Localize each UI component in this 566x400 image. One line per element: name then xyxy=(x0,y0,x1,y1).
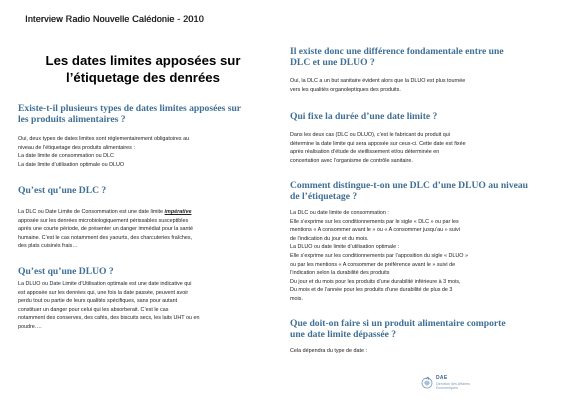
section-heading-dlc: Qu’est qu’une DLC ? xyxy=(18,185,107,196)
text-line: La DLUO ou date limite d’utilisation optimale : xyxy=(290,244,400,251)
text-line: des plats cuisinés frais… xyxy=(18,243,78,250)
heading-line: Il existe donc une différence fondamentale entre une xyxy=(290,46,504,57)
text-line: Oui, la DLC a un but sanitaire évident alors que la DLUO est plus tournée xyxy=(290,78,466,84)
text-line: La date limite d’utilisation optimale ou DLUO xyxy=(18,161,125,168)
paragraph-distinguish xyxy=(290,209,535,304)
text-line: Oui, deux types de dates limites sont réglementairement obligatoires au xyxy=(18,136,190,142)
paragraph-expired xyxy=(290,347,535,356)
section-heading-expired xyxy=(290,318,540,340)
text-line: notamment des conserves, des cafés, des biscuits secs, les laits UHT ou en xyxy=(18,315,200,322)
text-line: concertation avec l’organisme de contrôle sanitaire. xyxy=(290,157,413,164)
text-line: l’indication selon la durabilité des produits xyxy=(290,270,390,277)
text-line: poudre…. xyxy=(18,323,42,330)
heading-line: Existe-t-il plusieurs types de dates limites apposées sur xyxy=(18,103,242,114)
paragraph-dlc xyxy=(18,208,256,251)
section-heading-types xyxy=(18,103,258,125)
section-heading-dluo: Qu’est qu’une DLUO ? xyxy=(18,266,114,277)
text-line: mentions « A consommer avant le » ou « A consommer jusqu’au » suivi xyxy=(290,227,460,234)
text-line: Elle s’exprime sur les conditionnements par l’apposition du sigle « DLUO » xyxy=(290,252,468,259)
heading-line: Comment distingue-t-on une DLC d’une DLUO au niveau xyxy=(290,180,529,191)
text-line: constituer un danger pour celui qui les absorberait. C’est le cas xyxy=(18,306,169,313)
text-line: perdu tout ou partie de leurs qualités spécifiques, sans pour autant xyxy=(18,298,178,305)
text-line: après une courte période, de présenter un danger immédiat pour la santé xyxy=(18,226,194,233)
text-line: Dans les deux cas (DLC ou DLUO), c’est le fabricant du produit qui xyxy=(290,132,450,138)
text-line: ou par les mentions « A consommer de préférence avant le » suivi de xyxy=(290,261,456,268)
emphasis-text: impérative xyxy=(164,209,192,215)
heading-line: les produits alimentaires ? xyxy=(18,114,126,125)
heading-line: Que doit-on faire si un produit alimentaire comporte xyxy=(290,318,506,329)
text-line: La date limite de consommation ou DLC xyxy=(18,153,114,160)
text-line: La DLC ou date limite de consommation : xyxy=(290,210,389,216)
text-line: humaine. C’est le cas notamment des yaourts, des charcuteries fraîches, xyxy=(18,234,193,241)
paragraph-types xyxy=(18,135,256,169)
text-line: de l’indication du jour et du mois. xyxy=(290,235,369,242)
heading-line: de l’étiquetage ? xyxy=(290,191,358,202)
text-line: apposée sur les denrées microbiologiquement périssables susceptibles xyxy=(18,217,189,224)
page-header: Interview Radio Nouvelle Calédonie - 2010 xyxy=(25,14,204,24)
text-line: La DLUO ou Date Limite d’Utilisation optimale est une date indicative qui xyxy=(18,281,192,287)
paragraph-who-fixes xyxy=(290,131,535,165)
text-line: est apposée sur les denrées qui, une fois la date passée, peuvent avoir xyxy=(18,289,189,296)
logo-subtitle: Direction des Affaires Economiques xyxy=(436,382,470,391)
document-title xyxy=(38,52,248,86)
text-line: après réalisation d’étude de vieillissement et/ou déterminée en xyxy=(290,149,440,156)
text-line: détermine la date limite qui sera apposée sur ceux-ci. Cette date est fixée xyxy=(290,140,466,147)
text-line: vers les qualités organoleptiques des produits. xyxy=(290,86,401,93)
title-line-1: Les dates limites apposées sur xyxy=(45,53,241,68)
section-heading-who-fixes: Qui fixe la durée d’une date limite ? xyxy=(290,111,438,122)
paragraph-difference xyxy=(290,77,535,94)
heading-line: DLC et une DLUO ? xyxy=(290,57,375,68)
logo-name: DAE xyxy=(436,375,448,381)
section-heading-distinguish xyxy=(290,180,540,202)
text-span: La DLC ou Date Limite de Consommation est une date limite xyxy=(18,209,165,215)
text-line: Elle s’exprime sur les conditionnements par le sigle « DLC » ou par les xyxy=(290,218,459,225)
heading-line: une date limite dépassée ? xyxy=(290,329,397,340)
section-heading-difference xyxy=(290,46,540,68)
text-line: Du jour et du mois pour les produits d’une durabilité inférieure à 3 mois, xyxy=(290,278,461,285)
dae-logo xyxy=(420,373,490,395)
paragraph-dluo xyxy=(18,280,256,332)
text-line: Du mois et de l’année pour les produits d’une durabilité de plus de 3 xyxy=(290,287,453,294)
text-line: mois. xyxy=(290,295,303,302)
text-line xyxy=(18,208,256,217)
text-line: niveau de l’étiquetage des produits alimentaires : xyxy=(18,144,135,151)
text-line: Cela dépendra du type de date : xyxy=(290,348,368,354)
title-line-2: l’étiquetage des denrées xyxy=(66,70,220,85)
